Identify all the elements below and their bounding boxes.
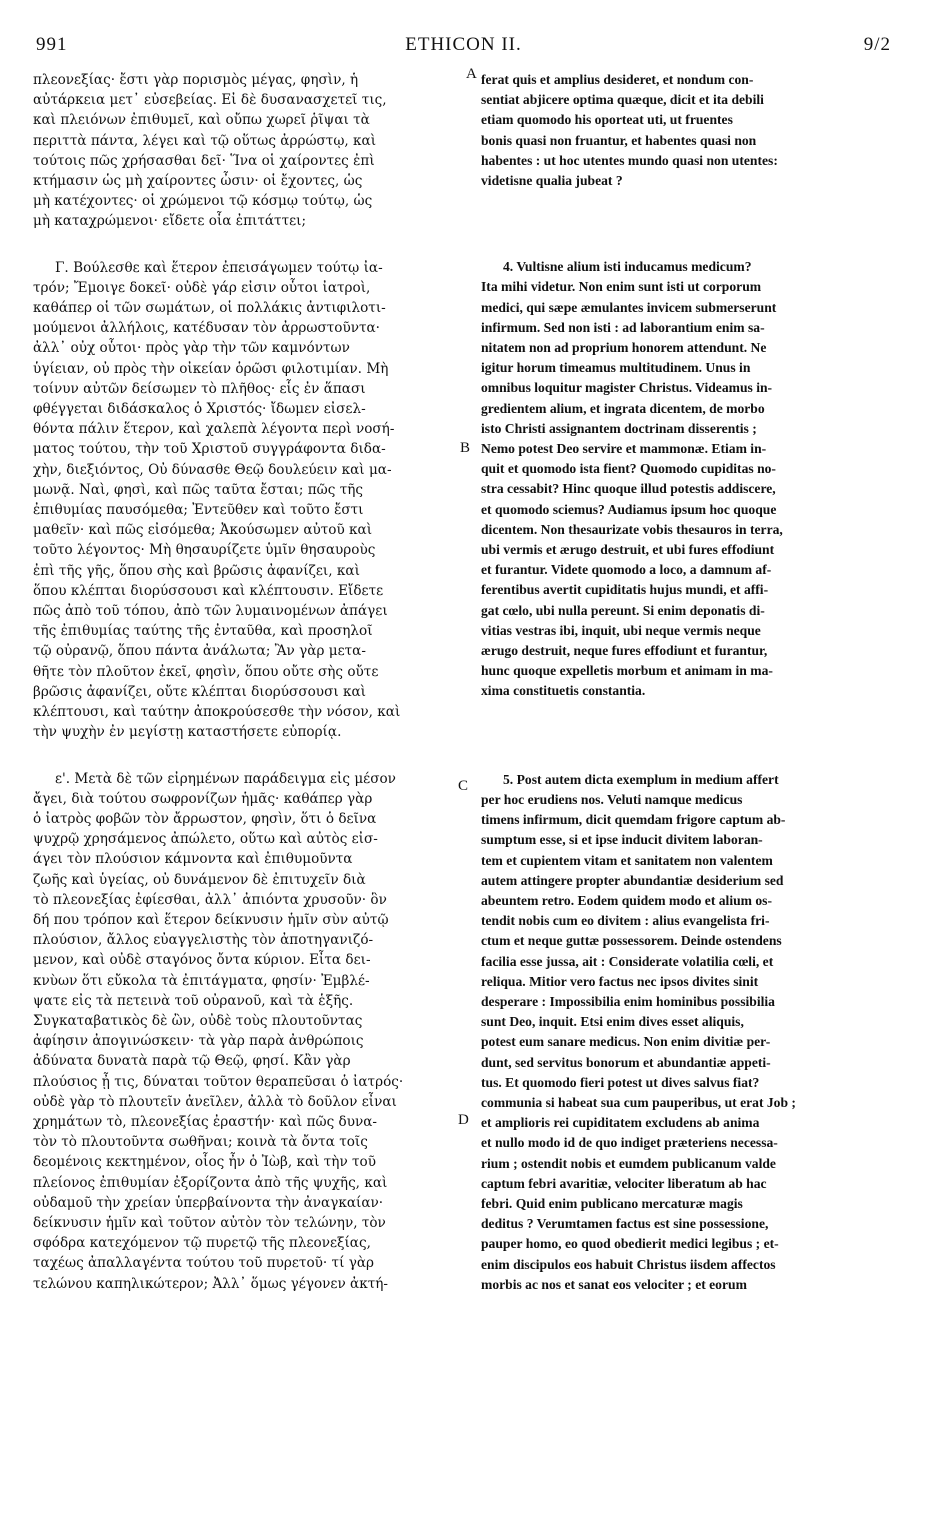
text-line: μαθεῖν· καὶ πῶς εἰσόμεθα; Ἀκούσωμεν αὐτοῦ καὶ (33, 522, 373, 539)
text-line: timens infirmum, dicit quemdam frigore captum ab- (481, 812, 786, 828)
text-line: et amplioris rei cupiditatem excludens ab anima (481, 1115, 760, 1131)
text-line: κλέπτουσι, καὶ ταύτην ἀποκρούσεσθε τὴν νόσον, καὶ (33, 704, 401, 721)
text-line: ἀδύνατα δυνατὰ παρὰ τῷ Θεῷ, φησί. Κἂν γὰρ (33, 1053, 351, 1070)
text-line: ἐπιθυμίας παυσόμεθα; Ἐντεῦθεν καὶ τοῦτο ἔστι (33, 502, 364, 519)
text-line: μὴ καταχρώμενοι· εἴδετε οἷα ἐπιτάττει; (33, 213, 307, 230)
text-line: ὑγίειαν, οὐ πρὸς τὴν οἰκείαν ὁρῶσι φιλοτιμίαν. Μὴ (33, 360, 389, 377)
text-line: et nullo modo id de quo indiget præteriens necessa- (481, 1135, 778, 1151)
text-line: captum febri avaritiæ, velociter liberatum ab hac (481, 1175, 767, 1191)
text-line: ἐπὶ τῆς γῆς, ὅπου σὴς καὶ βρῶσις ἀφανίζει, καὶ (33, 562, 360, 579)
text-line: tus. Et quomodo fieri potest ut dives salvus fiat? (481, 1074, 760, 1090)
text-line: ærugo destruit, neque fures effodiunt et furantur, (481, 643, 768, 659)
text-line: reliqua. Mitior vero factus nec ipsos divites sinit (481, 973, 759, 989)
greek-section-5 (33, 769, 457, 1294)
text-line: φθέγγεται διδάσκαλος ὁ Χριστός· ἴδωμεν εἰσελ- (33, 401, 366, 418)
text-line: gredientem alium, et ingrata dicentem, de morbo (481, 400, 765, 416)
text-line: ἄγει, διὰ τούτου σωφρονίζων ἡμᾶς· καθάπερ γὰρ (33, 790, 373, 807)
text-line: ταχέως ἀπαλλαγέντα τούτου τοῦ πυρετοῦ· τί γὰρ (33, 1255, 375, 1272)
text-line: τὸ πλεονεξίας ἐφίεσθαι, ἀλλ᾽ ἀπιόντα χρυσοῦν· ὃν (33, 891, 387, 908)
text-line: περιττὰ πάντα, λέγει καὶ τῷ οὕτως ἀρρώστῳ, καὶ (33, 132, 377, 149)
text-line: pauper homo, eo quod obedierit medici legibus ; et- (481, 1236, 779, 1252)
text-line: Συγκαταβατικὸς δὲ ὢν, οὐδὲ τοὺς πλουτοῦντας (33, 1012, 363, 1029)
text-line: τοίνυν αὐτῶν δείσωμεν τὸ πλῆθος· εἷς ἐν ἅπασι (33, 380, 366, 397)
text-line: δεομένοις κεκτημένον, οἷος ἦν ὁ Ἰὼβ, καὶ τὴν τοῦ (33, 1154, 377, 1171)
text-line: σφόδρα κατεχόμενον τῷ πυρετῷ τῆς πλεονεξίας, (33, 1235, 371, 1252)
text-line: medici, qui sæpe æmulantes invicem submerserunt (481, 299, 777, 315)
text-line: οὐδὲ γὰρ τὸ πλουτεῖν ἀνεῖλεν, ἀλλὰ τὸ δοῦλον εἶναι (33, 1093, 397, 1110)
text-line: nitatem non ad proprium honorem attendunt. Ne (481, 340, 767, 356)
text-line: et furantur. Videte quomodo a loco, a damnum af- (481, 562, 772, 578)
text-line: xima constituetis constantia. (481, 683, 646, 699)
text-line: ὁ ἰατρὸς φοβῶν τὸν ἄρρωστον, φησὶν, ὅτι ὁ δεῖνα (33, 810, 377, 827)
text-line: μὴ κατέχοντες· οἱ χρώμενοι τῷ κόσμῳ τούτῳ, ὡς (33, 193, 373, 210)
section-gap (33, 743, 457, 769)
greek-section-3-tail (33, 70, 457, 232)
margin-marker-b: B (460, 440, 471, 456)
section-gap (481, 191, 891, 257)
text-line: quit et quomodo ista fient? Quomodo cupiditas no- (481, 461, 776, 477)
text-line: πλεονεξίας· ἔστι γὰρ πορισμὸς μέγας, φησὶν, ἡ (33, 72, 359, 88)
text-line: μενον, καὶ οὐδὲ σταγόνος ὄντα κύριον. Εἶτα δει- (33, 952, 371, 969)
text-line: omnibus loquitur magister Christus. Videamus in- (481, 380, 773, 396)
text-line: vitias vestras ibi, inquit, ubi neque vermis neque (481, 622, 761, 638)
text-line: facilia esse jussa, ait : Considerate volatilia cœli, et (481, 953, 774, 969)
latin-section-5 (481, 770, 891, 1295)
text-line: τὸν τὸ πλουτοῦντα σωθῆναι; κοινὰ τὰ ὄντα τοῖς (33, 1134, 368, 1151)
text-line: habentes : ut hoc utentes mundo quasi non utentes: (481, 152, 778, 168)
text-line: hunc quoque expelletis morbum et animam in ma- (481, 663, 773, 679)
text-line: ζωῆς καὶ ὑγείας, οὐ δυνάμενον δὲ ἐπιτυχεῖν διὰ (33, 871, 366, 888)
text-line: άγει τὸν πλούσιον κάμνοντα καὶ ἐπιθυμοῦντα (33, 851, 353, 868)
text-line: stra cessabit? Hinc quoque illud potestis addiscere, (481, 481, 776, 497)
text-line: κτήμασιν ὡς μὴ χαίροντες ὦσιν· οἱ ἔχοντες, ὡς (33, 173, 363, 190)
text-line: πλούσιος ᾖ τις, δύναται τοῦτον θεραπεῦσαι ὁ ἰατρός· (33, 1073, 404, 1090)
running-title: ΕΤΗΙCΟΝ ΙΙ. (405, 34, 522, 55)
text-line: καὶ πλειόνων ἐπιθυμεῖ, καὶ οὔπω χωρεῖ ῥῖψαι τὰ (33, 112, 370, 129)
text-line: Nemo potest Deo servire et mammonæ. Etiam in- (481, 441, 767, 457)
text-line: tendit nobis cum eo divitem : alius evangelista fri- (481, 913, 770, 929)
latin-section-4 (481, 257, 891, 701)
margin-marker-d: D (458, 1112, 469, 1128)
text-line: μωνᾷ. Ναὶ, φησὶ, καὶ πῶς ταῦτα ἔσται; πῶς τῆς (33, 481, 363, 498)
text-line: μούμενοι ἀλλήλοις, κατέδυσαν τὸν ἀρρωστοῦντα· (33, 320, 380, 337)
latin-text-column (481, 70, 891, 1295)
text-line: potest eum sanare medicus. Non enim divitiæ per- (481, 1034, 771, 1050)
text-line: θῆτε τὸν πλοῦτον ἐκεῖ, φησὶν, ὅπου οὔτε σὴς οὔτε (33, 663, 379, 680)
text-line: bonis quasi non fruantur, et habentes quasi non (481, 132, 757, 148)
text-line: ἀλλ᾽ οὐχ οὗτοι· πρὸς γὰρ τὴν τῶν καμνόντων (33, 340, 350, 357)
margin-marker-a: A (466, 66, 477, 82)
text-line: τῆς ἐπιθυμίας ταύτης τῆς ἐνταῦθα, καὶ προσηλοῖ (33, 623, 373, 640)
text-line: ferentibus avertit cupiditatis hujus mundi, et affi- (481, 582, 769, 598)
text-line: ματος τούτου, τὴν τοῦ Χριστοῦ συγγράφοντα διδα- (33, 441, 386, 458)
text-line: ctum et neque guttæ possessorem. Deinde ostendens (481, 933, 782, 949)
text-line: communia si habeat sua cum pauperibus, ut erat Job ; (481, 1094, 796, 1110)
text-line: τοῦτο λέγοντος· Μὴ θησαυρίζετε ὑμῖν θησαυροὺς (33, 542, 376, 559)
text-line: ὅπου κλέπται διορύσσουσι καὶ κλέπτουσιν. Εἴδετε (33, 582, 384, 599)
latin-section-3-tail (481, 70, 891, 191)
text-line: igitur horum timeamus multitudinem. Unus in (481, 360, 751, 376)
text-line: enim discipulos eos habuit Christus iisdem affectos (481, 1256, 776, 1272)
section-gap (33, 232, 457, 258)
text-line: κνὺων ὅτι εὔκολα τὰ ἐπιτάγματα, φησίν· Ἐμβλέ- (33, 972, 370, 989)
text-line: χὴν, διεξιόντος, Οὐ δύνασθε Θεῷ δουλεύειν καὶ μα- (33, 461, 392, 478)
text-line: sunt Deo, inquit. Etsi enim dives esset aliquis, (481, 1014, 744, 1030)
margin-marker-c: C (458, 778, 469, 794)
text-line: gat cœlo, ubi nulla pereunt. Si enim deponatis di- (481, 602, 765, 618)
text-line: isto Christi assignantem doctrinam disserentis ; (481, 420, 757, 436)
text-line: τελώνου καπηλικώτερον; Ἀλλ᾽ ὅμως γέγονεν ἀκτή- (33, 1275, 388, 1292)
text-line: autem attingere propter abundantiæ desiderium sed (481, 872, 784, 888)
text-line: deditus ? Verumtamen factus est sine possessione, (481, 1216, 769, 1232)
text-line: rium ; ostendit nobis et eumdem publicanum valde (481, 1155, 776, 1171)
text-line: δείκνυσιν ἡμῖν καὶ τοῦτον αὐτὸν τὸν τελώνην, τὸν (33, 1214, 386, 1231)
page-number-right: 9/2 (863, 34, 891, 55)
text-line: οὐδαμοῦ τὴν χρείαν ὑπερβαίνοντα τὴν ἀναγκαίαν· (33, 1194, 384, 1211)
text-line: abeuntem retro. Eodem quidem modo et alium os- (481, 892, 772, 908)
text-line: ubi vermis et ærugo destruit, et ubi fures effodiunt (481, 542, 775, 558)
text-line: αὐτάρκεια μετ᾽ εὐσεβείας. Εἰ δὲ δυσανασχετεῖ τις, (33, 92, 387, 109)
text-line: ἀφίησιν ἀπογινώσκειν· τὰ γὰρ παρὰ ἀνθρώποις (33, 1033, 364, 1050)
text-line: 4. Vultisne alium isti inducamus medicum? (503, 259, 752, 275)
text-line: 5. Post autem dicta exemplum in medium affert (503, 771, 779, 787)
text-line: videtisne qualia jubeat ? (481, 173, 623, 189)
text-line: dunt, sed servitus bonorum et abundantiæ appeti- (481, 1054, 771, 1070)
text-line: τῷ οὐρανῷ, ὅπου πάντα ἀνάλωτα; Ἂν γὰρ μετα- (33, 643, 366, 660)
text-line: χρημάτων τὸ, πλεονεξίας ἐραστήν· καὶ πῶς δυνα- (33, 1113, 378, 1130)
text-line: ε'. Μετὰ δὲ τῶν εἰρημένων παράδειγμα εἰς μέσον (55, 770, 396, 787)
text-line: etiam quomodo his oporteat uti, ut fruentes (481, 112, 733, 128)
text-line: πῶς ἀπὸ τοῦ τόπου, ἀπὸ τῶν λυμαινομένων ἀπάγει (33, 603, 388, 620)
text-line: ψυχρῷ χρησάμενος ἀπώλετο, οὕτω καὶ αὐτὸς εἰσ- (33, 831, 378, 848)
text-line: τούτοις πῶς χρήσασθαι δεῖ· Ἵνα οἱ χαίροντες ἐπὶ (33, 152, 375, 169)
text-line: infirmum. Sed non isti : ad laborantium enim sa- (481, 319, 765, 335)
text-line: per hoc erudiens nos. Veluti namque medicus (481, 791, 743, 807)
text-line: Ita mihi videtur. Non enim sunt isti ut corporum (481, 279, 762, 295)
greek-section-4 (33, 258, 457, 743)
section-gap (481, 702, 891, 770)
text-line: sentiat abjicere optima quæque, dicit et ita debili (481, 92, 764, 108)
text-line: morbis ac nos et sanat eos velociter ; et eorum (481, 1276, 747, 1292)
text-line: et quomodo sciemus? Audiamus ipsum hoc quoque (481, 501, 777, 517)
greek-text-column (33, 70, 457, 1294)
text-line: dicentem. Non thesaurizate vobis thesauros in terra, (481, 521, 783, 537)
text-line: πλούσιον, ἄλλος εὐαγγελιστὴς τὸν ἀποτηγανιζό- (33, 932, 374, 949)
text-line: πλείονος ἐπιθυμίαν ἐξορίζοντα ἀπὸ τῆς ψυχῆς, καὶ (33, 1174, 388, 1191)
text-line: βρῶσις ἀφανίζει, οὔτε κλέπται διορύσσουσι καὶ (33, 683, 367, 700)
text-line: desperare : Impossibilia enim hominibus possibilia (481, 993, 775, 1009)
text-line: Γ. Βούλεσθε καὶ ἕτερον ἐπεισάγωμεν τούτῳ ἰα- (55, 259, 383, 276)
text-line: sumptum esse, si et ipse inducit divitem laboran- (481, 832, 763, 848)
page-number-left: 991 (36, 34, 68, 55)
text-line: ψατε εἰς τὰ πετεινὰ τοῦ οὐρανοῦ, καὶ τὰ ἑξῆς. (33, 992, 354, 1009)
text-line: θόντα πάλιν ἕτερον, καὶ χαλεπὰ λέγοντα περὶ νοσή- (33, 421, 395, 438)
text-line: tem et cupientem vitam et sanitatem non valentem (481, 852, 773, 868)
text-line: τὴν ψυχὴν ἐν μεγίστῃ καταστήσετε εὐπορίᾳ. (33, 724, 342, 741)
text-line: τρόν; Ἔμοιγε δοκεῖ· οὐδὲ γάρ εἰσιν οὗτοι ἰατροὶ, (33, 279, 371, 296)
text-line: δή που τρόπον καὶ ἕτερον δείκνυσιν ἡμῖν σὺν αὐτῷ (33, 911, 389, 928)
text-line: καθάπερ οἱ τῶν σωμάτων, οἱ πολλάκις ἀντιφιλοτι- (33, 300, 386, 317)
text-line: ferat quis et amplius desideret, et nondum con- (481, 72, 754, 87)
text-line: febri. Quid enim publicano mercaturæ magis (481, 1195, 743, 1211)
